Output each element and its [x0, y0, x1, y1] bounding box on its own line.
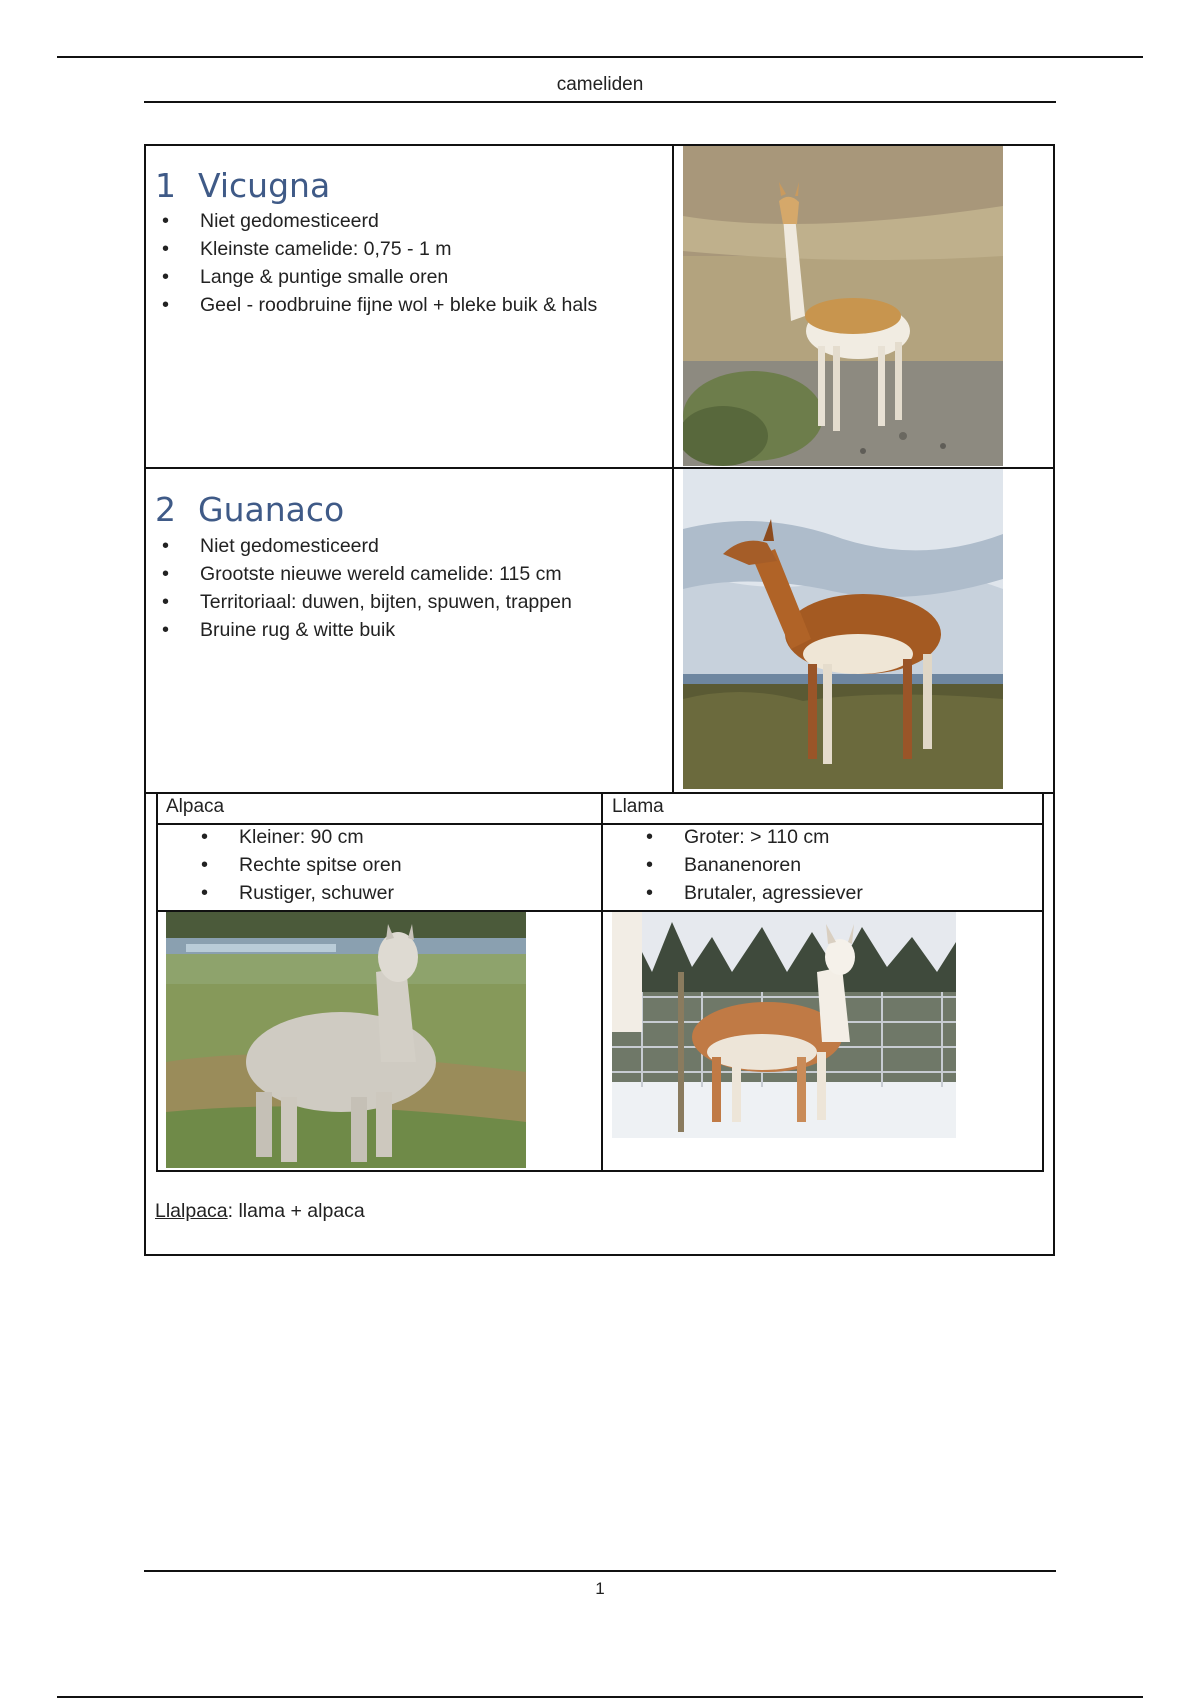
page-number: 1	[595, 1579, 605, 1598]
list-item: • Kleinste camelide: 0,75 - 1 m	[156, 235, 597, 263]
alpaca-facts-list	[195, 823, 402, 907]
llama-photo	[612, 912, 956, 1138]
vicugna-photo	[683, 146, 1003, 466]
section-heading-guanaco	[155, 490, 344, 529]
list-item: • Brutaler, agressiever	[640, 879, 863, 907]
comparison-column-divider	[601, 792, 603, 1172]
list-item: • Bruine rug & witte buik	[156, 616, 572, 644]
section-title: Vicugna	[198, 166, 331, 205]
section-heading-vicugna	[155, 166, 330, 205]
section-title: Guanaco	[198, 490, 345, 529]
vicugna-facts-list	[156, 207, 597, 319]
llalpaca-note	[155, 1200, 365, 1223]
guanaco-facts-list	[156, 532, 572, 644]
list-item: • Niet gedomesticeerd	[156, 207, 597, 235]
guanaco-photo	[683, 469, 1003, 789]
list-item: • Territoriaal: duwen, bijten, spuwen, trappen	[156, 588, 572, 616]
alpaca-photo	[166, 912, 526, 1168]
page-header-title: cameliden	[556, 74, 644, 95]
list-item: • Groter: > 110 cm	[640, 823, 863, 851]
list-item: • Bananenoren	[640, 851, 863, 879]
section-number: 1	[155, 166, 176, 205]
list-item: • Grootste nieuwe wereld camelide: 115 cm	[156, 560, 572, 588]
footer-rule	[144, 1570, 1056, 1572]
list-item: • Geel - roodbruine fijne wol + bleke buik & hals	[156, 291, 597, 319]
header-rule	[144, 101, 1056, 103]
llama-facts-list	[640, 823, 863, 907]
list-item: • Niet gedomesticeerd	[156, 532, 572, 560]
llama-header: Llama	[612, 796, 664, 817]
llalpaca-term: Llalpaca	[155, 1200, 228, 1222]
list-item: • Rechte spitse oren	[195, 851, 402, 879]
page-bottom-rule	[57, 1696, 1143, 1698]
list-item: • Kleiner: 90 cm	[195, 823, 402, 851]
llalpaca-definition: : llama + alpaca	[227, 1200, 365, 1222]
list-item: • Lange & puntige smalle oren	[156, 263, 597, 291]
alpaca-header: Alpaca	[166, 796, 225, 817]
section-number: 2	[155, 490, 176, 529]
page-top-rule	[57, 56, 1143, 58]
list-item: • Rustiger, schuwer	[195, 879, 402, 907]
